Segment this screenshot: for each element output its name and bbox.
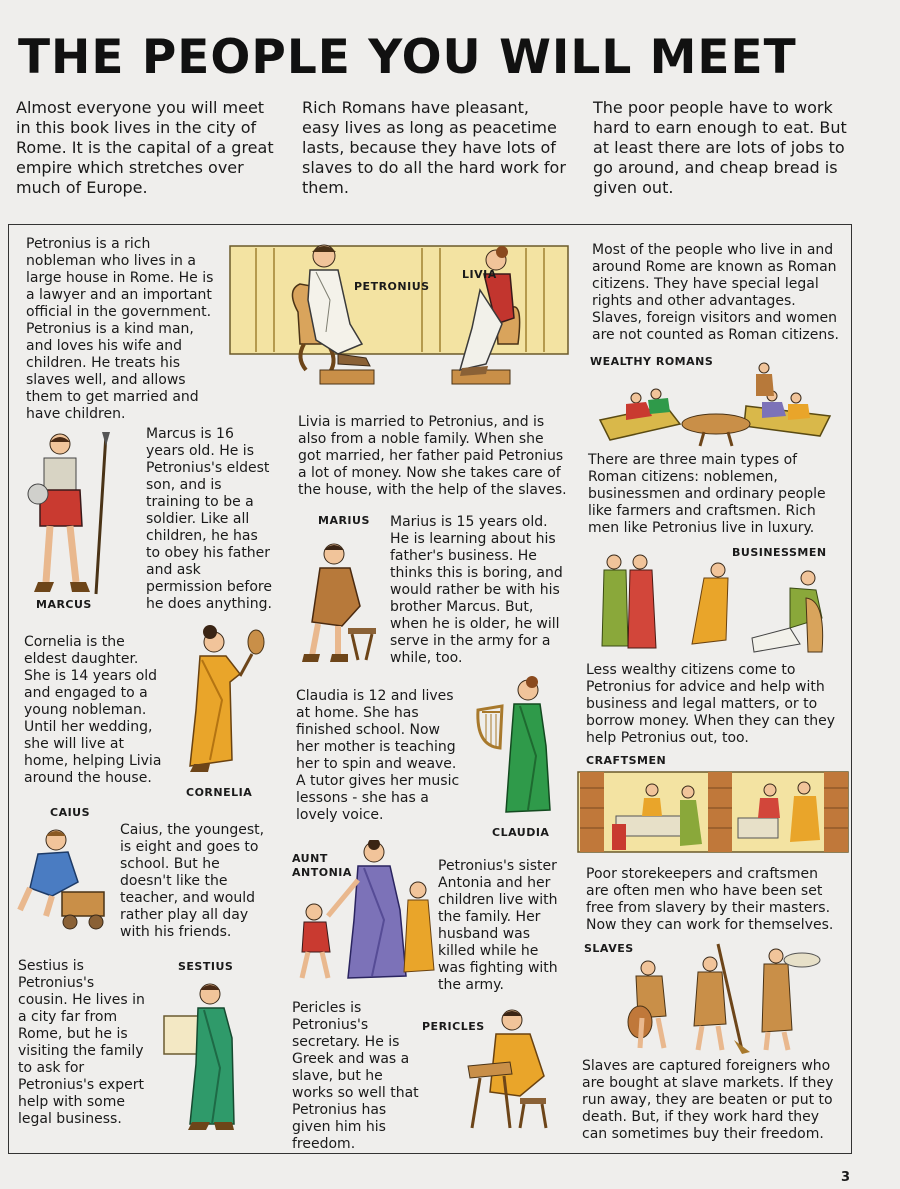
caius-label: CAIUS — [50, 806, 91, 819]
livia-text: Livia is married to Petronius, and is also from a noble family. When she got married, her father paid Petronius a lot of money. Now she takes care of the house, with the help of the slaves. — [298, 414, 567, 498]
businessmen-label: BUSINESSMEN — [732, 546, 827, 559]
pericles-text: Pericles is Petronius's secretary. He is Greek and was a slave, but he works so well that Petronius has given him his freedom. — [292, 1000, 419, 1152]
aunt-antonia-label-line-2: ANTONIA — [292, 866, 352, 879]
petronius-text: Petronius is a rich nobleman who lives in a large house in Rome. He is a lawyer and an important official in the government. Petronius is a kind man, and loves his wife and children. He treats his slaves well, and allows them to get married and have children. — [26, 236, 214, 422]
caius-illustration — [16, 822, 110, 932]
wealthy-romans-label: WEALTHY ROMANS — [590, 355, 714, 368]
intro-paragraph-3: The poor people have to work hard to earn enough to eat. But at least there are lots of jobs to go around, and cheap bread is given out. — [593, 98, 847, 197]
marcus-label: MARCUS — [36, 598, 92, 611]
slaves-illustration — [618, 940, 828, 1056]
page-title: THE PEOPLE YOU WILL MEET — [18, 30, 797, 85]
citizens-intro-text: Most of the people who live in and around Rome are known as Roman citizens. They have special legal rights and other advantages. Slaves, foreign visitors and women are not counted as Roman citizens. — [592, 242, 839, 343]
petronius-livia-illustration — [226, 240, 572, 402]
pericles-illustration — [460, 1006, 556, 1136]
less-wealthy-text: Less wealthy citizens come to Petronius for advice and help with business and legal matters, or to borrow money. When they can they help Petronius out, too. — [586, 662, 835, 746]
marcus-text: Marcus is 16 years old. He is Petronius's eldest son, and is training to be a soldier. Like all children, he has to obey his father and ask permission before he does anything. — [146, 426, 272, 612]
livia-label: LIVIA — [462, 268, 497, 281]
sestius-label: SESTIUS — [178, 960, 234, 973]
sestius-illustration — [160, 978, 256, 1134]
caius-text: Caius, the youngest, is eight and goes to school. But he doesn't like the teacher, and would rather play all day with his friends. — [120, 822, 265, 940]
intro-paragraph-2: Rich Romans have pleasant, easy lives as long as peacetime lasts, because they have lots of slaves to do all the hard work for them. — [302, 98, 566, 197]
cornelia-text: Cornelia is the eldest daughter. She is 14 years old and engaged to a young nobleman. Until her wedding, she will live at home, helping Livia around the house. — [24, 634, 162, 786]
aunt-antonia-text: Petronius's sister Antonia and her children live with the family. Her husband was killed while he was fighting with the army. — [438, 858, 558, 993]
wealthy-romans-illustration — [596, 362, 836, 448]
sestius-text: Sestius is Petronius's cousin. He lives in a city far from Rome, but he is visiting the family to ask for Petronius's expert help with some legal business. — [18, 958, 145, 1127]
citizen-types-text: There are three main types of Roman citizens: noblemen, businessmen and ordinary people like farmers and craftsmen. Rich men like Petronius live in luxury. — [588, 452, 826, 536]
craftsmen-label: CRAFTSMEN — [586, 754, 667, 767]
page-number: 3 — [840, 1170, 850, 1185]
marcus-illustration — [24, 432, 128, 602]
pericles-label: PERICLES — [422, 1020, 485, 1033]
craftsmen-illustration — [576, 768, 850, 856]
petronius-label: PETRONIUS — [354, 280, 430, 293]
claudia-text: Claudia is 12 and lives at home. She has finished school. Now her mother is teaching her to spin and weave. A tutor gives her music lessons - she has a lovely voice. — [296, 688, 460, 823]
claudia-illustration — [470, 676, 560, 824]
aunt-antonia-illustration — [292, 840, 438, 986]
poor-storekeepers-text: Poor storekeepers and craftsmen are often men who have been set free from slavery by their masters. Now they can work for themselves. — [586, 866, 834, 933]
marius-label: MARIUS — [318, 514, 370, 527]
claudia-label: CLAUDIA — [492, 826, 550, 839]
slaves-text: Slaves are captured foreigners who are bought at slave markets. If they run away, they are beaten or put to death. But, if they work hard they can sometimes buy their freedom. — [582, 1058, 834, 1142]
cornelia-label: CORNELIA — [186, 786, 253, 799]
aunt-antonia-label-line-1: AUNT — [292, 852, 328, 865]
businessmen-illustration — [594, 548, 834, 660]
cornelia-illustration — [180, 620, 266, 782]
marius-text: Marius is 15 years old. He is learning about his father's business. He thinks this is boring, and would rather be with his brother Marcus. But, when he is older, he will serve in the army for a while, too. — [390, 514, 563, 666]
intro-paragraph-1: Almost everyone you will meet in this book lives in the city of Rome. It is the capital of a great empire which stretches over much of Europe. — [16, 98, 274, 197]
slaves-label: SLAVES — [584, 942, 634, 955]
marius-illustration — [298, 536, 384, 668]
